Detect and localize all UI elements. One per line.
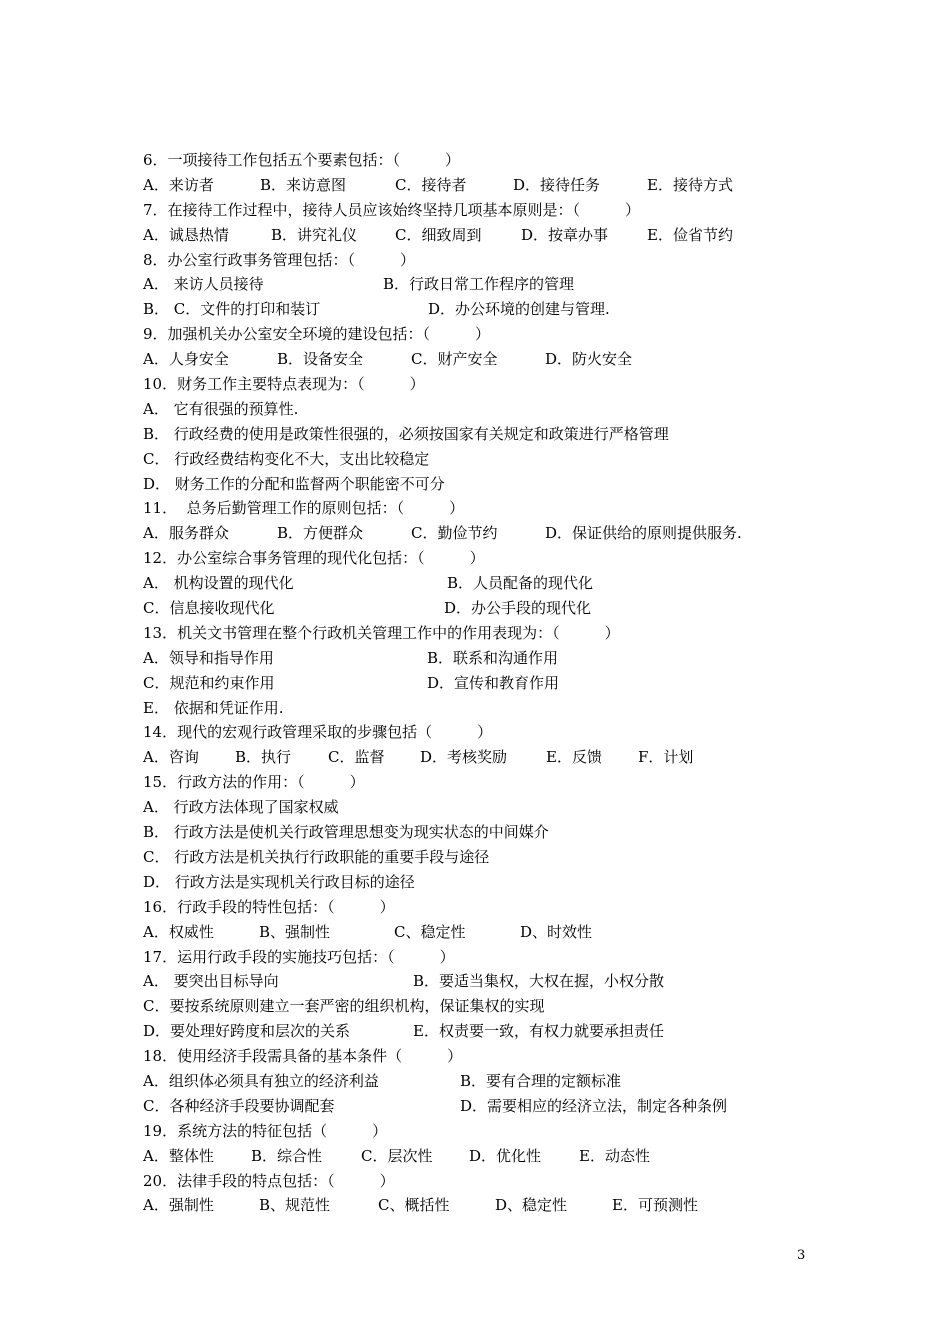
option-text: B．方便群众: [277, 524, 364, 543]
option-text: A．人身安全: [143, 350, 229, 369]
option-text: A．服务群众: [143, 524, 229, 543]
text-line: [143, 248, 843, 273]
option-text: A． 机构设置的现代化: [143, 574, 294, 593]
option-text: E．俭省节约: [647, 225, 733, 244]
option-text: C．细致周到: [395, 225, 482, 244]
option-text: B．人员配备的现代化: [447, 574, 594, 593]
line-text: D． 行政方法是实现机关行政目标的途径: [143, 872, 415, 891]
text-line: [143, 322, 843, 347]
text-line: [143, 770, 843, 795]
line-text: 16．行政手段的特性包括：（ ）: [143, 897, 395, 916]
option-text: A．权威性: [143, 922, 214, 941]
option-text: D．考核奖励: [420, 748, 508, 767]
line-text: B． 行政经费的使用是政策性很强的，必须按国家有关规定和政策进行严格管理: [143, 424, 669, 443]
text-line: [143, 1119, 843, 1144]
text-line: [143, 895, 843, 920]
options-row: [143, 646, 843, 671]
option-text: B．讲究礼仪: [271, 225, 358, 244]
option-text: D、稳定性: [495, 1196, 568, 1215]
line-text: D． 财务工作的分配和监督两个职能密不可分: [143, 474, 445, 493]
options-row: [143, 223, 843, 248]
document-body: [143, 148, 843, 1218]
options-row: [143, 347, 843, 372]
option-text: C．信息接收现代化: [143, 599, 275, 618]
option-text: E．反馈: [546, 748, 602, 767]
text-line: [143, 945, 843, 970]
option-text: D．防火安全: [545, 350, 633, 369]
line-text: 14．现代的宏观行政管理采取的步骤包括（ ）: [143, 723, 493, 742]
line-text: 7．在接待工作过程中，接待人员应该始终坚持几项基本原则是：（ ）: [143, 200, 641, 219]
option-text: F．计划: [638, 748, 694, 767]
line-text: C． 行政方法是机关执行行政职能的重要手段与途径: [143, 847, 490, 866]
line-text: 15．行政方法的作用：（ ）: [143, 773, 365, 792]
option-text: A． 来访人员接待: [143, 275, 264, 294]
text-line: [143, 1044, 843, 1069]
text-line: [143, 820, 843, 845]
options-row: [143, 297, 843, 322]
option-text: E．接待方式: [647, 175, 733, 194]
line-text: A． 它有很强的预算性.: [143, 399, 299, 418]
line-text: C． 行政经费结构变化不大，支出比较稳定: [143, 449, 430, 468]
option-text: D．接待任务: [513, 175, 601, 194]
option-text: A．整体性: [143, 1146, 214, 1165]
option-text: E．权责要一致，有权力就要承担责任: [413, 1022, 664, 1041]
text-line: [143, 720, 843, 745]
option-text: A．诚恳热情: [143, 225, 229, 244]
options-row: [143, 1144, 843, 1169]
text-line: [143, 696, 843, 721]
option-text: A． 要突出目标导向: [143, 972, 279, 991]
option-text: D．保证供给的原则提供服务.: [545, 524, 742, 543]
option-text: C．财产安全: [411, 350, 498, 369]
option-text: B．要适当集权，大权在握，小权分散: [413, 972, 665, 991]
option-text: D．需要相应的经济立法，制定各种条例: [460, 1096, 728, 1115]
options-row: [143, 671, 843, 696]
option-text: A．咨询: [143, 748, 199, 767]
options-row: [143, 1094, 843, 1119]
option-text: E．动态性: [579, 1146, 650, 1165]
option-text: A．组织体必须具有独立的经济利益: [143, 1071, 379, 1090]
option-text: A．强制性: [143, 1196, 214, 1215]
line-text: 11． 总务后勤管理工作的原则包括：（ ）: [143, 499, 465, 518]
option-text: C、稳定性: [394, 922, 466, 941]
options-row: [143, 920, 843, 945]
text-line: [143, 198, 843, 223]
option-text: D．要处理好跨度和层次的关系: [143, 1022, 351, 1041]
option-text: C．监督: [328, 748, 385, 767]
option-text: B．联系和沟通作用: [427, 648, 559, 667]
line-text: 8．办公室行政事务管理包括：（ ）: [143, 250, 416, 269]
line-text: 13．机关文书管理在整个行政机关管理工作中的作用表现为：（ ）: [143, 623, 620, 642]
text-line: [143, 795, 843, 820]
option-text: D、时效性: [520, 922, 593, 941]
line-text: 9．加强机关办公室安全环境的建设包括：（ ）: [143, 325, 491, 344]
option-text: D．办公环境的创建与管理.: [428, 300, 610, 319]
option-text: B、规范性: [259, 1196, 331, 1215]
text-line: [143, 496, 843, 521]
option-text: B．来访意图: [260, 175, 347, 194]
line-text: E． 依据和凭证作用.: [143, 698, 284, 717]
option-text: B．执行: [235, 748, 292, 767]
line-text: 19．系统方法的特征包括（ ）: [143, 1121, 388, 1140]
line-text: 10．财务工作主要特点表现为：（ ）: [143, 375, 425, 394]
text-line: [143, 372, 843, 397]
option-text: D．宣传和教育作用: [427, 673, 560, 692]
option-text: B、强制性: [259, 922, 331, 941]
text-line: [143, 870, 843, 895]
option-text: C．各种经济手段要协调配套: [143, 1096, 335, 1115]
option-text: A．领导和指导作用: [143, 648, 274, 667]
text-line: [143, 148, 843, 173]
option-text: C．勤俭节约: [411, 524, 498, 543]
line-text: B． 行政方法是使机关行政管理思想变为现实状态的中间媒介: [143, 823, 549, 842]
page-number: 3: [797, 1248, 806, 1263]
line-text: A． 行政方法体现了国家权威: [143, 798, 339, 817]
options-row: [143, 745, 843, 770]
text-line: [143, 546, 843, 571]
text-line: [143, 621, 843, 646]
text-line: [143, 1169, 843, 1194]
option-text: C．接待者: [395, 175, 467, 194]
options-row: [143, 272, 843, 297]
text-line: [143, 447, 843, 472]
text-line: [143, 397, 843, 422]
option-text: E．可预测性: [612, 1196, 698, 1215]
option-text: B．行政日常工作程序的管理: [383, 275, 575, 294]
option-text: B．设备安全: [277, 350, 364, 369]
options-row: [143, 1019, 843, 1044]
option-text: A．来访者: [143, 175, 214, 194]
options-row: [143, 596, 843, 621]
options-row: [143, 1193, 843, 1218]
option-text: D．办公手段的现代化: [444, 599, 592, 618]
options-row: [143, 173, 843, 198]
text-line: [143, 845, 843, 870]
line-text: C．要按系统原则建立一套严密的组织机构，保证集权的实现: [143, 997, 545, 1016]
text-line: [143, 472, 843, 497]
option-text: C．规范和约束作用: [143, 673, 275, 692]
option-text: C．层次性: [361, 1146, 433, 1165]
text-line: [143, 994, 843, 1019]
option-text: D．按章办事: [521, 225, 609, 244]
line-text: 18．使用经济手段需具备的基本条件（ ）: [143, 1047, 463, 1066]
option-text: B． C．文件的打印和装订: [143, 300, 321, 319]
options-row: [143, 969, 843, 994]
options-row: [143, 571, 843, 596]
line-text: 17．运用行政手段的实施技巧包括：（ ）: [143, 947, 455, 966]
option-text: D．优化性: [469, 1146, 542, 1165]
options-row: [143, 521, 843, 546]
option-text: B．综合性: [251, 1146, 323, 1165]
option-text: C、概括性: [378, 1196, 450, 1215]
options-row: [143, 1069, 843, 1094]
text-line: [143, 422, 843, 447]
line-text: 6．一项接待工作包括五个要素包括：（ ）: [143, 151, 461, 169]
line-text: 20．法律手段的特点包括：（ ）: [143, 1171, 395, 1190]
line-text: 12．办公室综合事务管理的现代化包括：（ ）: [143, 549, 485, 568]
option-text: B．要有合理的定额标准: [460, 1071, 622, 1090]
